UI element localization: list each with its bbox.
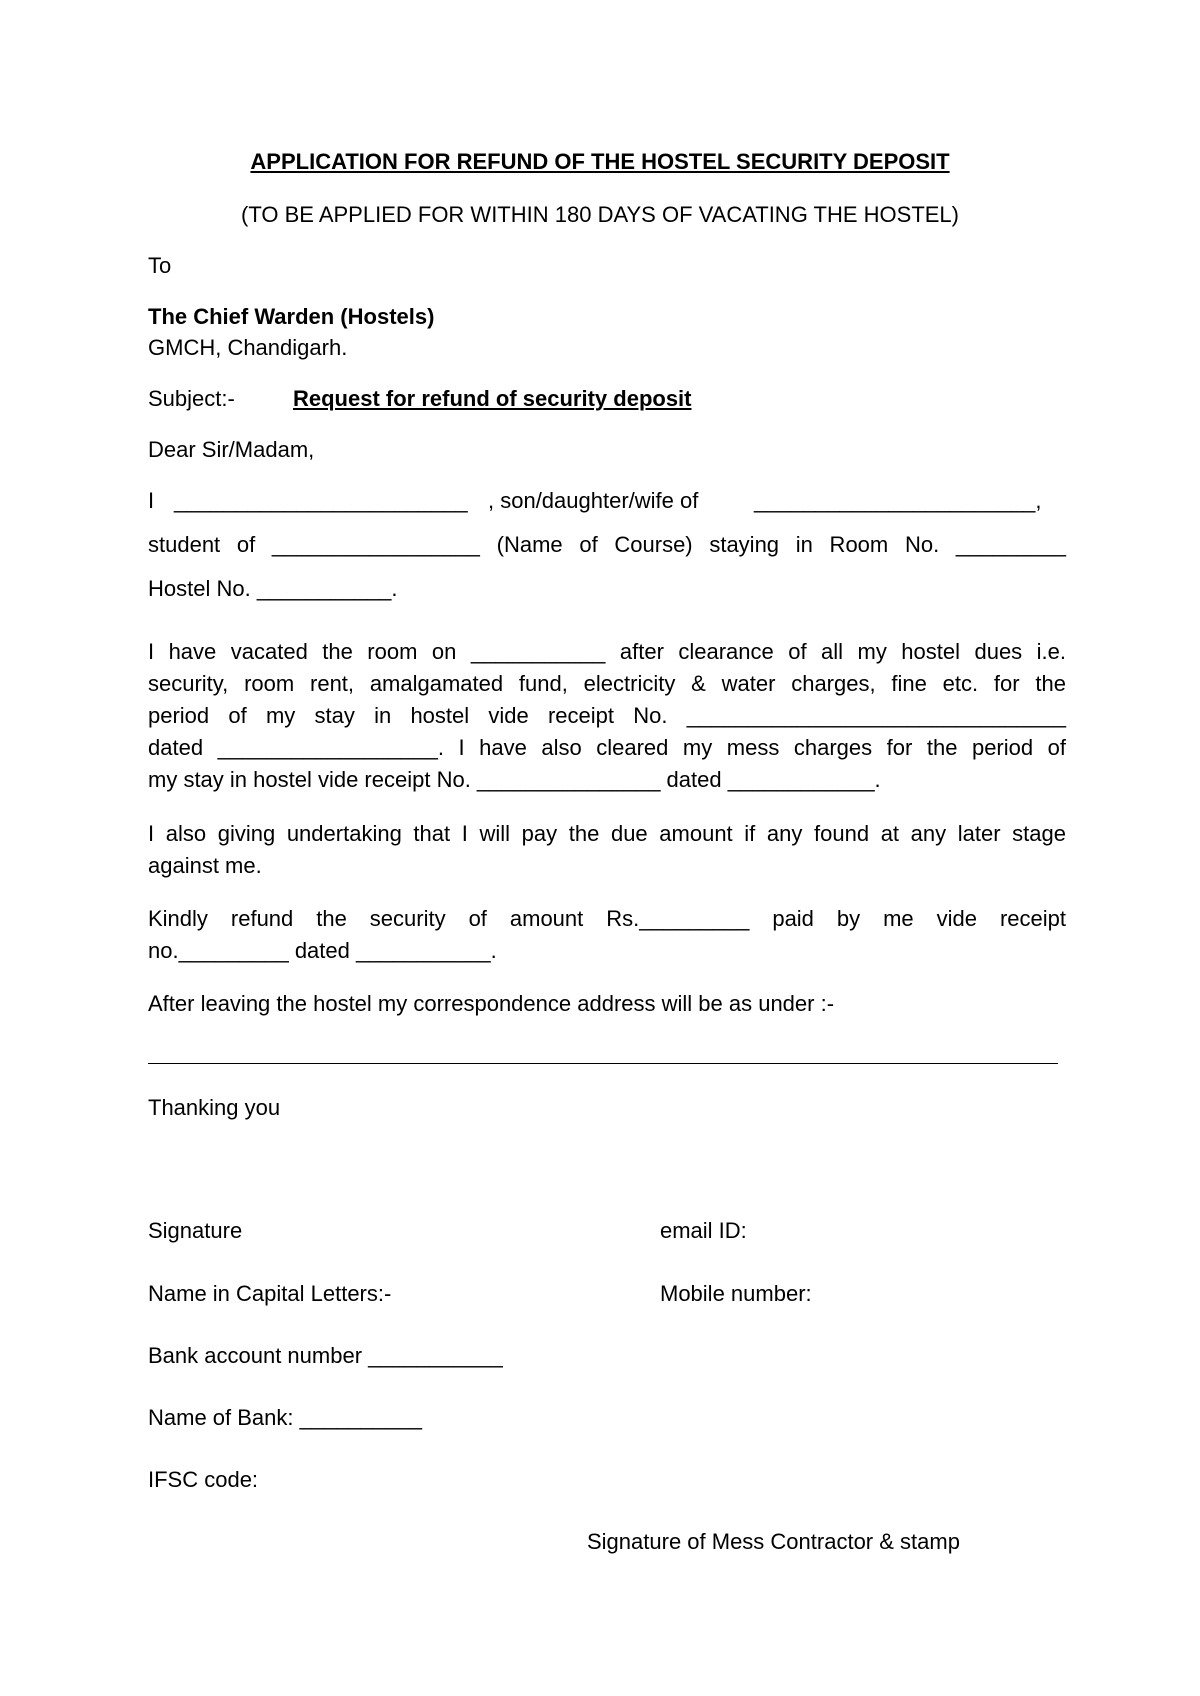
recipient-name: The Chief Warden (Hostels): [148, 304, 435, 329]
refund-line-1: Kindly refund the security of amount Rs._________ paid by me vide receipt: [148, 906, 1066, 931]
form-title: APPLICATION FOR REFUND OF THE HOSTEL SECURITY DEPOSIT: [250, 149, 950, 174]
bank-account-label: Bank account number ___________: [148, 1343, 503, 1368]
signature-label: Signature: [148, 1218, 243, 1243]
email-label: email ID:: [660, 1218, 747, 1243]
vacated-line-3: period of my stay in hostel vide receipt No. _______________________________: [148, 703, 1066, 728]
mess-contractor-signature: Signature of Mess Contractor & stamp: [587, 1529, 960, 1554]
closing: Thanking you: [148, 1095, 281, 1120]
vacated-line-5: my stay in hostel vide receipt No. _______________ dated ____________.: [148, 767, 881, 792]
vacated-line-1: I have vacated the room on ___________ after clearance of all my hostel dues i.e.: [148, 639, 1066, 664]
intro-hostel-line: Hostel No. ___________.: [148, 576, 398, 601]
student-name-blank: ________________________: [174, 488, 468, 513]
vacated-line-2: security, room rent, amalgamated fund, electricity & water charges, fine etc. for the: [148, 671, 1066, 696]
address-intro: After leaving the hostel my correspondence address will be as under :-: [148, 991, 835, 1016]
ifsc-label: IFSC code:: [148, 1467, 259, 1492]
undertaking-line-2: against me.: [148, 853, 262, 878]
recipient-address: GMCH, Chandigarh.: [148, 335, 348, 360]
refund-line-2: no._________ dated ___________.: [148, 938, 497, 963]
intro-i: I: [148, 488, 155, 513]
subject-text: Request for refund of security deposit: [293, 386, 692, 411]
form-subtitle: (TO BE APPLIED FOR WITHIN 180 DAYS OF VACATING THE HOSTEL): [241, 202, 959, 227]
to-label: To: [148, 253, 172, 278]
undertaking-line-1: I also giving undertaking that I will pay the due amount if any found at any later stage: [148, 821, 1066, 846]
subject-label: Subject:-: [148, 386, 235, 411]
intro-course-line: student of _________________ (Name of Course) staying in Room No. _________: [148, 532, 1066, 557]
guardian-name-blank: _______________________,: [754, 488, 1042, 513]
name-capitals-label: Name in Capital Letters:-: [148, 1281, 392, 1306]
vacated-line-4: dated __________________. I have also cleared my mess charges for the period of: [148, 735, 1066, 760]
mobile-label: Mobile number:: [660, 1281, 812, 1306]
salutation: Dear Sir/Madam,: [148, 437, 315, 462]
bank-name-label: Name of Bank: __________: [148, 1405, 422, 1430]
relation-text: , son/daughter/wife of: [488, 488, 699, 513]
address-blank-line: [148, 1063, 1058, 1064]
